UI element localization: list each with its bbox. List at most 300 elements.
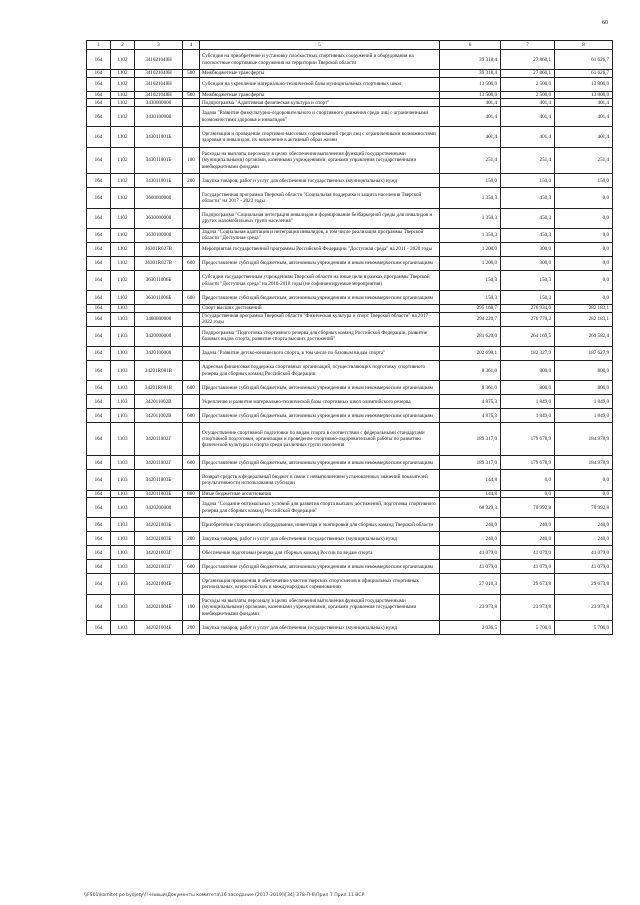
section-code-cell: 1103 [111, 456, 135, 470]
table-row [87, 70, 613, 78]
expense-type-cell [183, 99, 200, 107]
admin-code-cell: 164 [87, 409, 111, 423]
target-article-cell: 34201R081В [135, 381, 183, 395]
amount-2019-cell: 29 673,8 [555, 574, 613, 594]
amount-2019-cell: 187 627,9 [555, 347, 613, 361]
section-code-cell: 1102 [111, 270, 135, 290]
admin-code-cell: 164 [87, 470, 111, 490]
table-row [87, 242, 613, 256]
expense-type-cell: 200 [183, 532, 200, 546]
target-article-cell: 342011003Б [135, 490, 183, 498]
amount-2017-cell: 39 318,4 [440, 70, 501, 78]
description-cell: Предоставление субсидий бюджетным, автономным учреждениям и иным некоммерческим организациям [200, 256, 440, 270]
expense-type-cell [183, 574, 200, 594]
amount-2018-cell: 41 079,0 [501, 560, 555, 574]
admin-code-cell: 164 [87, 174, 111, 188]
description-cell: Осуществление спортивной подготовки по видам спорта в соответствии с федеральными стандартами спортивной подготовки, организация и проведение спортивно-оздоровительной работы по развитию физической культуры и спорта среди различных групп населения [200, 423, 440, 456]
amount-2018-cell: 179 678,9 [501, 423, 555, 456]
expense-type-cell: 600 [183, 409, 200, 423]
footer-file-path: \\FS01\komitet po bydjety\!!-Новый\Документы комитета\16 заседание (2017-2019)\[34] 378-П-6\Прил 7 Прил 11 ВСР [84, 893, 365, 898]
admin-code-cell: 164 [87, 532, 111, 546]
table-row [87, 99, 613, 107]
description-cell: Подпрограмма "Адаптивная физическая культура и спорт" [200, 99, 440, 107]
amount-2018-cell: 2 500,0 [501, 77, 555, 91]
section-code-cell: 1102 [111, 147, 135, 174]
expense-type-cell: 500 [183, 91, 200, 99]
admin-code-cell: 164 [87, 242, 111, 256]
amount-2018-cell: 182 327,9 [501, 347, 555, 361]
target-article-cell: 343011001Б [135, 174, 183, 188]
table-row [87, 361, 613, 381]
amount-2018-cell: 150,0 [501, 174, 555, 188]
table-row [87, 518, 613, 532]
expense-type-cell [183, 347, 200, 361]
amount-2018-cell: 70 992,8 [501, 498, 555, 518]
expense-type-cell [183, 242, 200, 256]
description-cell: Субсидии государственным учреждениям Тверской области на иные цели в рамках программы Тверской области "Доступная среда" на 2016-2018 годы (не софинансируемые мероприятия) [200, 270, 440, 290]
amount-2017-cell: 295 168,7 [440, 305, 501, 313]
target-article-cell: 342021003Б [135, 518, 183, 532]
expense-type-cell [183, 546, 200, 560]
admin-code-cell: 164 [87, 361, 111, 381]
admin-code-cell: 164 [87, 326, 111, 346]
amount-2017-cell: 4 875,3 [440, 409, 501, 423]
amount-2019-cell: 0,0 [555, 242, 613, 256]
amount-2019-cell: 0,0 [555, 208, 613, 228]
amount-2018-cell: 450,3 [501, 208, 555, 228]
amount-2017-cell: 240,0 [440, 532, 501, 546]
table-row [87, 560, 613, 574]
amount-2017-cell: 13 500,0 [440, 77, 501, 91]
amount-2018-cell: 29 673,8 [501, 574, 555, 594]
target-article-cell: 342021004Б [135, 574, 183, 594]
amount-2019-cell: 61 626,7 [555, 50, 613, 70]
table-row [87, 490, 613, 498]
target-article-cell: 342021004Б [135, 594, 183, 621]
header-cell: 4 [183, 41, 200, 50]
amount-2018-cell: 1 849,0 [501, 395, 555, 409]
admin-code-cell: 164 [87, 70, 111, 78]
description-cell: Государственная программа Тверской области "Социальная поддержка и защита населения Тверской области" на 2017 - 2022 годы [200, 188, 440, 208]
amount-2018-cell: 401,4 [501, 99, 555, 107]
table-row [87, 91, 613, 99]
table-row [87, 621, 613, 635]
section-code-cell: 1102 [111, 242, 135, 256]
amount-2017-cell: 202 698,1 [440, 347, 501, 361]
amount-2018-cell: 276 770,2 [501, 312, 555, 326]
target-article-cell: 3420100000 [135, 347, 183, 361]
amount-2018-cell: 179 678,9 [501, 456, 555, 470]
description-cell: Межбюджетные трансферты [200, 91, 440, 99]
amount-2019-cell: 150,0 [555, 174, 613, 188]
amount-2019-cell: 5 700,0 [555, 621, 613, 635]
table-row [87, 50, 613, 70]
expense-type-cell [183, 77, 200, 91]
expense-type-cell: 200 [183, 621, 200, 635]
expense-type-cell [183, 423, 200, 456]
amount-2019-cell: 13 800,0 [555, 77, 613, 91]
target-article-cell: 342011003Б [135, 470, 183, 490]
section-code-cell: 1102 [111, 188, 135, 208]
amount-2017-cell: 144,8 [440, 490, 501, 498]
table-row [87, 381, 613, 395]
admin-code-cell: 164 [87, 188, 111, 208]
amount-2019-cell: 401,4 [555, 99, 613, 107]
section-code-cell: 1103 [111, 361, 135, 381]
admin-code-cell: 164 [87, 50, 111, 70]
amount-2018-cell: 276 934,0 [501, 305, 555, 313]
expense-type-cell [183, 470, 200, 490]
section-code-cell: 1103 [111, 347, 135, 361]
expense-type-cell [183, 208, 200, 228]
amount-2017-cell: 150,3 [440, 270, 501, 290]
description-cell: Возврат средств в федеральный бюджет в связи с невыполнением установленных значений показателей результативности использования субсидии [200, 470, 440, 490]
section-code-cell: 1103 [111, 498, 135, 518]
amount-2017-cell: 294 220,7 [440, 312, 501, 326]
section-code-cell: 1102 [111, 70, 135, 78]
amount-2017-cell: 189 317,0 [440, 456, 501, 470]
amount-2018-cell: 300,0 [501, 242, 555, 256]
amount-2019-cell: 240,0 [555, 532, 613, 546]
section-code-cell: 1103 [111, 574, 135, 594]
header-cell: 2 [111, 41, 135, 50]
header-cell: 1 [87, 41, 111, 50]
description-cell: Подпрограмма "Социальная интеграция инвалидов и формирование безбарьерной среды для инвалидов и других маломобильных групп населения" [200, 208, 440, 228]
amount-2018-cell: 41 079,0 [501, 546, 555, 560]
description-cell: Обеспечение подготовки резерва для сборных команд России по видам спорта [200, 546, 440, 560]
table-row [87, 305, 613, 313]
target-article-cell: 3430100000 [135, 107, 183, 127]
header-cell: 6 [440, 41, 501, 50]
admin-code-cell: 164 [87, 99, 111, 107]
target-article-cell: 342021003Г [135, 546, 183, 560]
description-cell: Задача "Социальная адаптация и интеграция инвалидов, в том числе реализация программы Тверской области "Доступная среда" [200, 228, 440, 242]
amount-2018-cell: 1 849,0 [501, 409, 555, 423]
target-article-cell: 342021003Б [135, 532, 183, 546]
admin-code-cell: 164 [87, 291, 111, 305]
amount-2018-cell: 450,3 [501, 188, 555, 208]
target-article-cell: 36301R027В [135, 256, 183, 270]
amount-2018-cell: 150,3 [501, 291, 555, 305]
target-article-cell: 3430000000 [135, 99, 183, 107]
page-number: 60 [602, 20, 608, 26]
section-code-cell: 1103 [111, 490, 135, 498]
amount-2019-cell: 0,0 [555, 256, 613, 270]
table-row [87, 574, 613, 594]
table-row [87, 270, 613, 290]
amount-2017-cell: 1 200,0 [440, 242, 501, 256]
amount-2017-cell: 1 350,3 [440, 208, 501, 228]
description-cell: Подпрограмма "Подготовка спортивного резерва для сборных команд Российской Федерации, развитие базовых видов спорта, развитие спорта высших достижений" [200, 326, 440, 346]
admin-code-cell: 164 [87, 574, 111, 594]
section-code-cell: 1103 [111, 409, 135, 423]
admin-code-cell: 164 [87, 347, 111, 361]
table-row [87, 347, 613, 361]
expense-type-cell: 600 [183, 560, 200, 574]
header-cell: 8 [555, 41, 613, 50]
header-cell: 7 [501, 41, 555, 50]
amount-2019-cell: 13 800,0 [555, 91, 613, 99]
budget-table [86, 40, 613, 635]
target-article-cell: 342011002Г [135, 423, 183, 456]
amount-2019-cell: 1 849,0 [555, 395, 613, 409]
amount-2019-cell: 0,0 [555, 490, 613, 498]
description-cell: Организация проведения и обеспечение участия тверских спортсменов в официальных спортивных региональных, всероссийских и международных соревнованиях [200, 574, 440, 594]
section-code-cell: 1103 [111, 381, 135, 395]
amount-2018-cell: 5 700,0 [501, 621, 555, 635]
section-code-cell: 1103 [111, 470, 135, 490]
expense-type-cell [183, 326, 200, 346]
description-cell: Закупка товаров, работ и услуг для обеспечения государственных (муниципальных) нужд [200, 621, 440, 635]
description-cell: Расходы на выплаты персоналу в целях обеспечения выполнения функций государственными (муниципальными) органами, казенными учреждениями, органами управления государственными внебюджетными фондами [200, 594, 440, 621]
target-article-cell: 342011002В [135, 395, 183, 409]
expense-type-cell: 800 [183, 490, 200, 498]
amount-2019-cell: 41 079,0 [555, 546, 613, 560]
header-cell: 3 [135, 41, 183, 50]
amount-2017-cell: 13 500,0 [440, 91, 501, 99]
table-row [87, 470, 613, 490]
expense-type-cell [183, 50, 200, 70]
target-article-cell: 363011006Б [135, 291, 183, 305]
description-cell: Задача "Развитие детско-юношеского спорта, в том числе по базовым видам спорта" [200, 347, 440, 361]
amount-2017-cell: 41 079,0 [440, 546, 501, 560]
expense-type-cell [183, 305, 200, 313]
admin-code-cell: 164 [87, 560, 111, 574]
table-row [87, 395, 613, 409]
amount-2018-cell: 0,0 [501, 490, 555, 498]
amount-2018-cell: 240,0 [501, 532, 555, 546]
amount-2019-cell: 0,0 [555, 270, 613, 290]
expense-type-cell: 600 [183, 456, 200, 470]
admin-code-cell: 164 [87, 270, 111, 290]
admin-code-cell: 164 [87, 518, 111, 532]
expense-type-cell: 200 [183, 174, 200, 188]
description-cell: Укрепление и развитие материально-технической базы спортивных школ олимпийского резерва [200, 395, 440, 409]
amount-2017-cell: 41 079,0 [440, 560, 501, 574]
table-row [87, 456, 613, 470]
amount-2019-cell: 800,0 [555, 361, 613, 381]
expense-type-cell: 100 [183, 147, 200, 174]
amount-2019-cell: 0,0 [555, 188, 613, 208]
expense-type-cell [183, 127, 200, 147]
table-row [87, 256, 613, 270]
table-row [87, 532, 613, 546]
amount-2017-cell: 27 010,3 [440, 574, 501, 594]
section-code-cell: 1102 [111, 107, 135, 127]
amount-2019-cell: 401,4 [555, 127, 613, 147]
amount-2018-cell: 300,0 [501, 256, 555, 270]
target-article-cell: 341021040Н [135, 70, 183, 78]
table-row [87, 594, 613, 621]
amount-2019-cell: 269 582,4 [555, 326, 613, 346]
expense-type-cell: 600 [183, 291, 200, 305]
section-code-cell: 1102 [111, 99, 135, 107]
table-row [87, 77, 613, 91]
amount-2017-cell: 23 973,8 [440, 594, 501, 621]
header-cell: 5 [200, 41, 440, 50]
amount-2018-cell: 450,3 [501, 228, 555, 242]
description-cell: Задача "Создание оптимальных условий для развития спорта высших достижений, подготовка спортивного резерва для сборных команд Российской Федерации" [200, 498, 440, 518]
target-article-cell: 3420200000 [135, 498, 183, 518]
description-cell: Расходы на выплаты персоналу в целях обеспечения выполнения функций государственными (муниципальными) органами, казенными учреждениями, органами управления государственными внебюджетными фондами [200, 147, 440, 174]
section-code-cell: 1102 [111, 127, 135, 147]
admin-code-cell: 164 [87, 107, 111, 127]
target-article-cell: 341021040Н [135, 50, 183, 70]
target-article-cell: 342011002Г [135, 456, 183, 470]
amount-2017-cell: 1 350,3 [440, 228, 501, 242]
section-code-cell: 1102 [111, 50, 135, 70]
admin-code-cell: 164 [87, 77, 111, 91]
target-article-cell: 36301R027В [135, 242, 183, 256]
target-article-cell: 3630000000 [135, 208, 183, 228]
section-code-cell: 1103 [111, 546, 135, 560]
table-row [87, 409, 613, 423]
section-code-cell: 1103 [111, 518, 135, 532]
description-cell: Закупка товаров, работ и услуг для обеспечения государственных (муниципальных) нужд [200, 532, 440, 546]
expense-type-cell [183, 270, 200, 290]
amount-2017-cell: 3 036,5 [440, 621, 501, 635]
admin-code-cell: 164 [87, 395, 111, 409]
amount-2017-cell: 281 620,0 [440, 326, 501, 346]
section-code-cell: 1102 [111, 174, 135, 188]
description-cell: Приобретение спортивного оборудования, инвентаря и экипировки для сборных команд Тверской области [200, 518, 440, 532]
amount-2018-cell: 800,0 [501, 381, 555, 395]
section-code-cell: 1103 [111, 395, 135, 409]
amount-2019-cell: 282 183,1 [555, 312, 613, 326]
amount-2017-cell: 4 875,3 [440, 395, 501, 409]
amount-2017-cell: 8 361,0 [440, 381, 501, 395]
amount-2018-cell: 251,4 [501, 147, 555, 174]
section-code-cell: 1103 [111, 532, 135, 546]
expense-type-cell: 600 [183, 256, 200, 270]
expense-type-cell [183, 188, 200, 208]
amount-2017-cell: 251,4 [440, 147, 501, 174]
admin-code-cell: 164 [87, 147, 111, 174]
expense-type-cell [183, 107, 200, 127]
target-article-cell: 3630100000 [135, 228, 183, 242]
description-cell: Спорт высших достижений [200, 305, 440, 313]
expense-type-cell: 100 [183, 594, 200, 621]
table-row [87, 312, 613, 326]
amount-2018-cell: 27 860,1 [501, 50, 555, 70]
section-code-cell: 1102 [111, 208, 135, 228]
section-code-cell: 1103 [111, 594, 135, 621]
amount-2017-cell: 1 200,0 [440, 256, 501, 270]
target-article-cell: 341021048Н [135, 91, 183, 99]
description-cell: Государственная программа Тверской области "Физическая культура и спорт Тверской области" на 2017 - 2022 годы [200, 312, 440, 326]
section-code-cell: 1103 [111, 621, 135, 635]
description-cell: Предоставление субсидий бюджетным, автономным учреждениям и иным некоммерческим организациям [200, 560, 440, 574]
amount-2019-cell: 240,0 [555, 518, 613, 532]
description-cell: Субсидии на укрепление материально-технической базы муниципальных спортивных школ [200, 77, 440, 91]
table-header-row [87, 41, 613, 50]
admin-code-cell: 164 [87, 594, 111, 621]
admin-code-cell: 164 [87, 490, 111, 498]
amount-2018-cell: 27 860,1 [501, 70, 555, 78]
amount-2017-cell: 150,0 [440, 174, 501, 188]
target-article-cell: 363011006Б [135, 270, 183, 290]
expense-type-cell [183, 498, 200, 518]
section-code-cell: 1103 [111, 305, 135, 313]
table-row [87, 498, 613, 518]
description-cell: Межбюджетные трансферты [200, 70, 440, 78]
table-row [87, 546, 613, 560]
amount-2018-cell: 150,3 [501, 270, 555, 290]
amount-2019-cell: 184 978,9 [555, 456, 613, 470]
expense-type-cell [183, 228, 200, 242]
expense-type-cell: 500 [183, 70, 200, 78]
amount-2019-cell: 61 626,7 [555, 70, 613, 78]
admin-code-cell: 164 [87, 498, 111, 518]
table-row [87, 228, 613, 242]
amount-2017-cell: 240,0 [440, 518, 501, 532]
admin-code-cell: 164 [87, 456, 111, 470]
description-cell: Субсидия на приобретение и установку плоскостных спортивных сооружений и оборудования на плоскостные спортивные сооружения на территории Тверской области [200, 50, 440, 70]
amount-2019-cell: 0,0 [555, 228, 613, 242]
section-code-cell: 1103 [111, 560, 135, 574]
section-code-cell: 1102 [111, 91, 135, 99]
description-cell: Предоставление субсидий бюджетным, автономным учреждениям и иным некоммерческим организациям [200, 409, 440, 423]
target-article-cell: 342021004Б [135, 621, 183, 635]
description-cell: Предоставление субсидий бюджетным, автономным учреждениям и иным некоммерческим организациям [200, 291, 440, 305]
amount-2018-cell: 0,0 [501, 470, 555, 490]
section-code-cell: 1102 [111, 256, 135, 270]
section-code-cell: 1103 [111, 312, 135, 326]
amount-2017-cell: 189 317,0 [440, 423, 501, 456]
amount-2018-cell: 23 973,8 [501, 594, 555, 621]
amount-2019-cell: 0,0 [555, 470, 613, 490]
table-body [87, 41, 613, 635]
amount-2019-cell: 23 973,8 [555, 594, 613, 621]
expense-type-cell [183, 395, 200, 409]
section-code-cell: 1103 [111, 326, 135, 346]
description-cell: Предоставление субсидий бюджетным, автономным учреждениям и иным некоммерческим организациям [200, 456, 440, 470]
amount-2019-cell: 70 992,8 [555, 498, 613, 518]
amount-2018-cell: 800,0 [501, 361, 555, 381]
amount-2018-cell: 401,4 [501, 107, 555, 127]
description-cell: Закупка товаров, работ и услуг для обеспечения государственных (муниципальных) нужд [200, 174, 440, 188]
amount-2017-cell: 68 329,3 [440, 498, 501, 518]
target-article-cell: 343011001Б [135, 127, 183, 147]
amount-2017-cell: 39 318,4 [440, 50, 501, 70]
description-cell: Задача "Развитие физкультурно-оздоровительного и спортивного движения среди лиц с ограниченными возможностями здоровья и инвалидов" [200, 107, 440, 127]
section-code-cell: 1102 [111, 228, 135, 242]
table-row [87, 147, 613, 174]
amount-2018-cell: 264 169,5 [501, 326, 555, 346]
admin-code-cell: 164 [87, 621, 111, 635]
amount-2019-cell: 0,0 [555, 291, 613, 305]
admin-code-cell: 164 [87, 256, 111, 270]
expense-type-cell [183, 312, 200, 326]
target-article-cell: 3400000000 [135, 312, 183, 326]
description-cell: Предоставление субсидий бюджетным, автономным учреждениям и иным некоммерческим организациям [200, 381, 440, 395]
section-code-cell: 1102 [111, 291, 135, 305]
table-row [87, 208, 613, 228]
amount-2019-cell: 401,4 [555, 107, 613, 127]
expense-type-cell: 600 [183, 381, 200, 395]
description-cell: Адресная финансовая поддержка спортивных организаций, осуществляющих подготовку спортивного резерва для сборных команд Российской Федерации [200, 361, 440, 381]
admin-code-cell: 164 [87, 546, 111, 560]
expense-type-cell [183, 518, 200, 532]
target-article-cell: 343011001Б [135, 147, 183, 174]
admin-code-cell: 164 [87, 312, 111, 326]
amount-2017-cell: 1 350,3 [440, 188, 501, 208]
admin-code-cell: 164 [87, 127, 111, 147]
target-article-cell: 3600000000 [135, 188, 183, 208]
amount-2018-cell: 401,4 [501, 127, 555, 147]
section-code-cell: 1103 [111, 423, 135, 456]
description-cell: Мероприятия государственной программы Российской Федерации "Доступная среда" на 2011 - 2020 годы [200, 242, 440, 256]
